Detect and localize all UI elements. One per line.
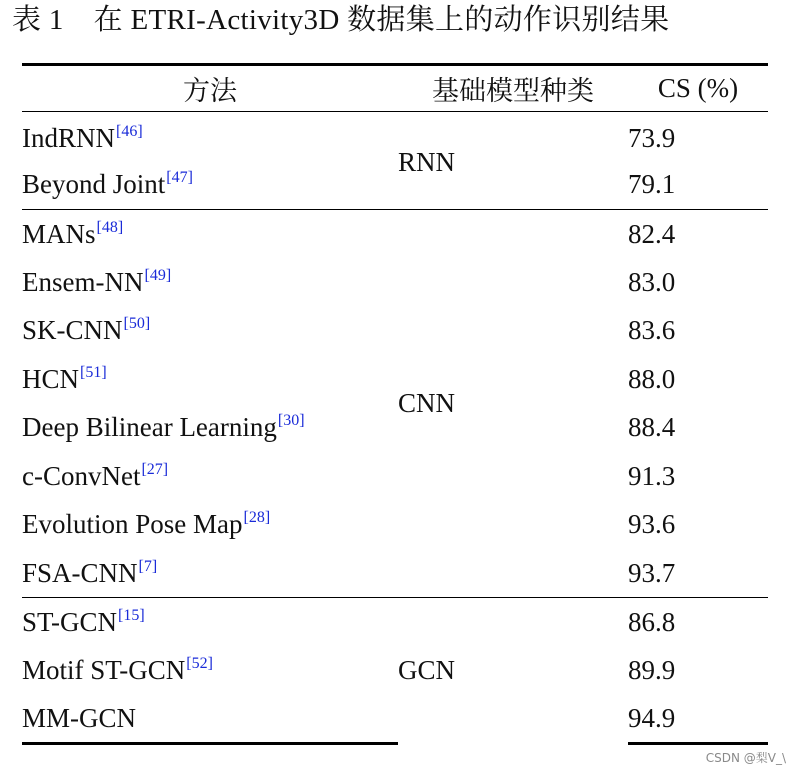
table-row xyxy=(22,307,768,356)
table-row xyxy=(22,501,768,550)
table-row xyxy=(22,355,768,404)
method-name: IndRNN xyxy=(22,122,115,153)
method-cell xyxy=(22,598,398,647)
table-row xyxy=(22,404,768,453)
cs-value: 83.0 xyxy=(628,266,676,297)
citation-link[interactable]: [51] xyxy=(80,363,107,381)
table-header xyxy=(22,65,768,112)
table-row xyxy=(22,695,768,744)
method-name: FSA-CNN xyxy=(22,557,138,588)
method-cell xyxy=(22,258,398,307)
method-cell xyxy=(22,210,398,259)
method-cell xyxy=(22,452,398,501)
results-table xyxy=(22,63,768,745)
table-row xyxy=(22,549,768,598)
citation-link[interactable]: [47] xyxy=(166,169,193,187)
cs-value: 88.0 xyxy=(628,363,676,394)
method-cell xyxy=(22,404,398,453)
method-name: Deep Bilinear Learning xyxy=(22,412,277,443)
cs-value: 93.7 xyxy=(628,557,676,588)
method-name: Evolution Pose Map xyxy=(22,509,243,540)
method-cell xyxy=(22,307,398,356)
cs-value: 93.6 xyxy=(628,509,676,540)
method-name: MM-GCN xyxy=(22,702,137,733)
citation-link[interactable]: [15] xyxy=(118,606,145,624)
cs-value: 79.1 xyxy=(628,169,676,200)
watermark: CSDN @梨V_\ xyxy=(705,751,786,765)
base-model-cell: RNN xyxy=(398,147,456,177)
header-method: 方法 xyxy=(22,65,398,112)
citation-link[interactable]: [46] xyxy=(116,122,143,140)
base-model-cell: CNN xyxy=(398,210,628,598)
table-caption xyxy=(12,0,669,40)
group-gcn xyxy=(22,598,768,744)
table-row xyxy=(22,210,768,259)
cs-value: 82.4 xyxy=(628,210,768,259)
base-model-cell: GCN xyxy=(398,598,628,744)
table-row xyxy=(22,112,768,161)
table-row xyxy=(22,646,768,695)
citation-link[interactable]: [27] xyxy=(141,460,169,478)
method-cell xyxy=(22,161,398,210)
table-caption-text: 在 ETRI-Activity3D 数据集上的动作识别结果 xyxy=(93,4,670,36)
citation-link[interactable]: [7] xyxy=(138,557,158,575)
cs-value: 88.4 xyxy=(628,412,676,443)
table-row xyxy=(22,258,768,307)
method-name: Ensem-NN xyxy=(22,266,144,297)
citation-link[interactable]: [30] xyxy=(277,412,305,430)
method-cell xyxy=(22,501,398,550)
header-cs: CS (%) xyxy=(628,65,768,112)
cs-value: 83.6 xyxy=(628,315,676,346)
cs-value: 73.9 xyxy=(628,122,676,153)
method-cell xyxy=(22,549,398,598)
method-cell xyxy=(22,695,398,744)
header-base-model: 基础模型种类 xyxy=(398,65,628,112)
header-row xyxy=(22,65,768,112)
citation-link[interactable]: [49] xyxy=(144,266,172,284)
cs-value: 91.3 xyxy=(628,460,676,491)
citation-link[interactable]: [28] xyxy=(243,509,271,527)
citation-link[interactable]: [48] xyxy=(96,218,124,236)
table-caption-label: 表 1 xyxy=(12,4,64,36)
method-name: c-ConvNet xyxy=(22,460,141,491)
method-name: MANs xyxy=(22,218,96,249)
method-cell xyxy=(22,355,398,404)
cs-value: 86.8 xyxy=(628,598,768,647)
group-rnn xyxy=(22,112,768,210)
method-name: ST-GCN xyxy=(22,606,118,637)
citation-link[interactable]: [52] xyxy=(186,654,213,672)
method-name: SK-CNN xyxy=(22,315,123,346)
cs-value: 94.9 xyxy=(628,695,768,744)
table-row xyxy=(22,161,768,210)
method-name: HCN xyxy=(22,363,80,394)
citation-link[interactable]: [50] xyxy=(123,315,151,333)
cs-value: 89.9 xyxy=(628,654,676,685)
table-row xyxy=(22,598,768,647)
method-cell xyxy=(22,646,398,695)
method-name: Motif ST-GCN xyxy=(22,654,186,685)
group-cnn xyxy=(22,210,768,598)
method-name: Beyond Joint xyxy=(22,169,166,200)
method-cell xyxy=(22,112,398,161)
table-row xyxy=(22,452,768,501)
